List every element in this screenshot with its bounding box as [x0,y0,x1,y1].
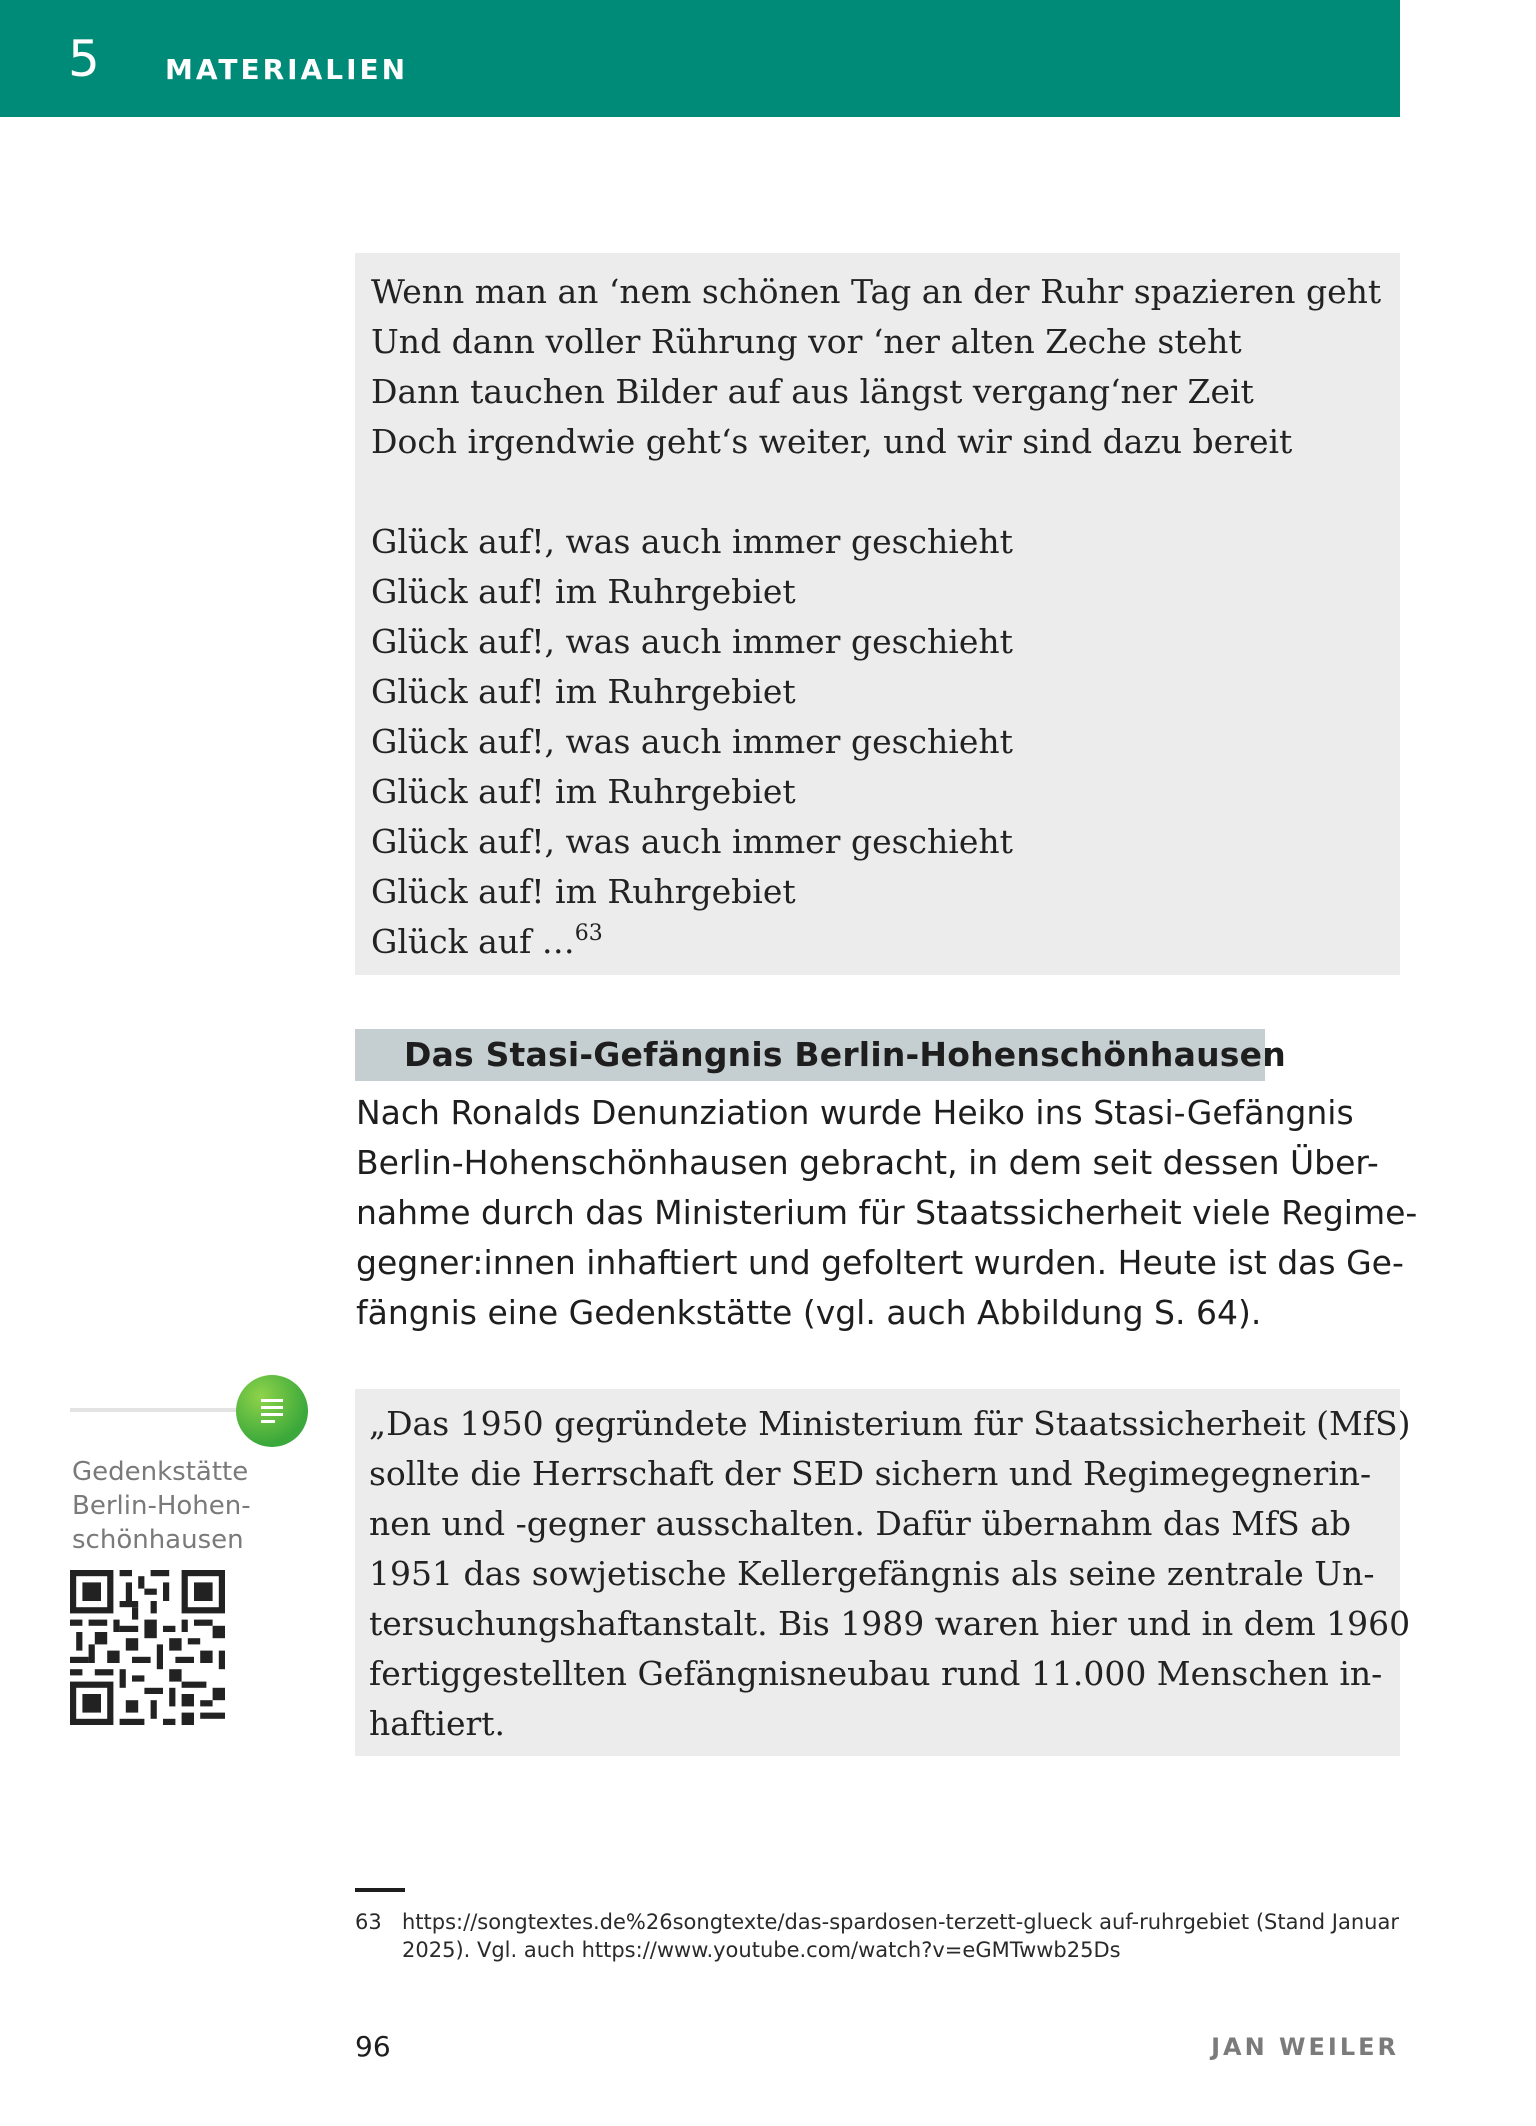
lyrics-line: Wenn man an ‘nem schönen Tag an der Ruhr spazieren geht [371,272,1382,311]
lyrics-last-line [371,917,1384,967]
lyrics-line: Glück auf! im Ruhrgebiet [371,572,796,611]
lyrics-line: Dann tauchen Bilder auf aus längst vergang‘ner Zeit [371,372,1254,411]
caption-line: Gedenkstätte [72,1457,249,1487]
body-line: Nach Ronalds Denunziation wurde Heiko ins Stasi-Gefängnis [356,1093,1354,1132]
sidebar-divider [70,1408,240,1412]
lyrics-line: Glück auf! im Ruhrgebiet [371,772,796,811]
lyrics-line: Glück auf!, was auch immer geschieht [371,622,1013,661]
lyrics-line: Glück auf … [371,922,575,961]
body-line: gegner:innen inhaftiert und gefoltert wurden. Heute ist das Ge- [356,1243,1404,1282]
lyrics-line: Glück auf! im Ruhrgebiet [371,872,796,911]
sidebar-caption [72,1455,282,1557]
text-document-icon[interactable] [236,1375,308,1447]
body-line: fängnis eine Gedenkstätte (vgl. auch Abbildung S. 64). [356,1293,1262,1332]
quote-box [355,1389,1411,1756]
lyrics-line: Doch irgendwie geht‘s weiter, und wir sind dazu bereit [371,422,1293,461]
lyrics-line: Glück auf!, was auch immer geschieht [371,522,1013,561]
footnote [355,1908,1405,1964]
footnote-reference[interactable]: 63 [574,920,603,946]
lyrics-line: Und dann voller Rührung vor ‘ner alten Zeche steht [371,322,1242,361]
footnote-number: 63 [355,1910,382,1934]
caption-line: Berlin-Hohen- [72,1491,251,1521]
caption-line: schönhausen [72,1525,244,1555]
section-body [356,1088,1418,1338]
chapter-header [0,0,1400,117]
quote-line: haftiert. [369,1704,506,1743]
section-title: Das Stasi-Gefängnis Berlin-Hohenschönhausen [404,1035,1286,1074]
body-line: Berlin-Hohenschönhausen gebracht, in dem seit dessen Über- [356,1143,1379,1182]
lyrics-line: Glück auf! im Ruhrgebiet [371,672,796,711]
qr-code[interactable] [70,1570,225,1725]
quote-line: „Das 1950 gegründete Ministerium für Staatssicherheit (MfS) [369,1404,1411,1443]
footnote-line[interactable]: 2025). Vgl. auch https://www.youtube.com/watch?v=eGMTwwb25Ds [402,1938,1121,1962]
lyrics-line: Glück auf!, was auch immer geschieht [371,722,1013,761]
lyrics-line: Glück auf!, was auch immer geschieht [371,822,1013,861]
author-name: JAN WEILER [1211,2033,1399,2061]
footnote-rule [355,1888,405,1892]
stanza-gap [371,467,1384,517]
chapter-number: 5 [68,30,100,88]
body-line: nahme durch das Ministerium für Staatssicherheit viele Regime- [356,1193,1418,1232]
quote-line: tersuchungshaftanstalt. Bis 1989 waren hier und in dem 1960 [369,1604,1411,1643]
quote-line: nen und -gegner ausschalten. Dafür übernahm das MfS ab [369,1504,1352,1543]
chapter-title: MATERIALIEN [165,53,409,86]
page-number: 96 [355,2030,391,2063]
quote-line: sollte die Herrschaft der SED sichern und Regimegegnerin- [369,1454,1372,1493]
footnote-text[interactable] [402,1908,1405,1964]
quote-line: fertiggestellten Gefängnisneubau rund 11.000 Menschen in- [369,1654,1383,1693]
song-lyrics-box [355,253,1400,975]
quote-line: 1951 das sowjetische Kellergefängnis als seine zentrale Un- [369,1554,1375,1593]
footnote-line[interactable]: https://songtextes.de%26songtexte/das-spardosen-terzett-glueck auf-ruhrgebiet (Stand Januar [402,1910,1399,1934]
